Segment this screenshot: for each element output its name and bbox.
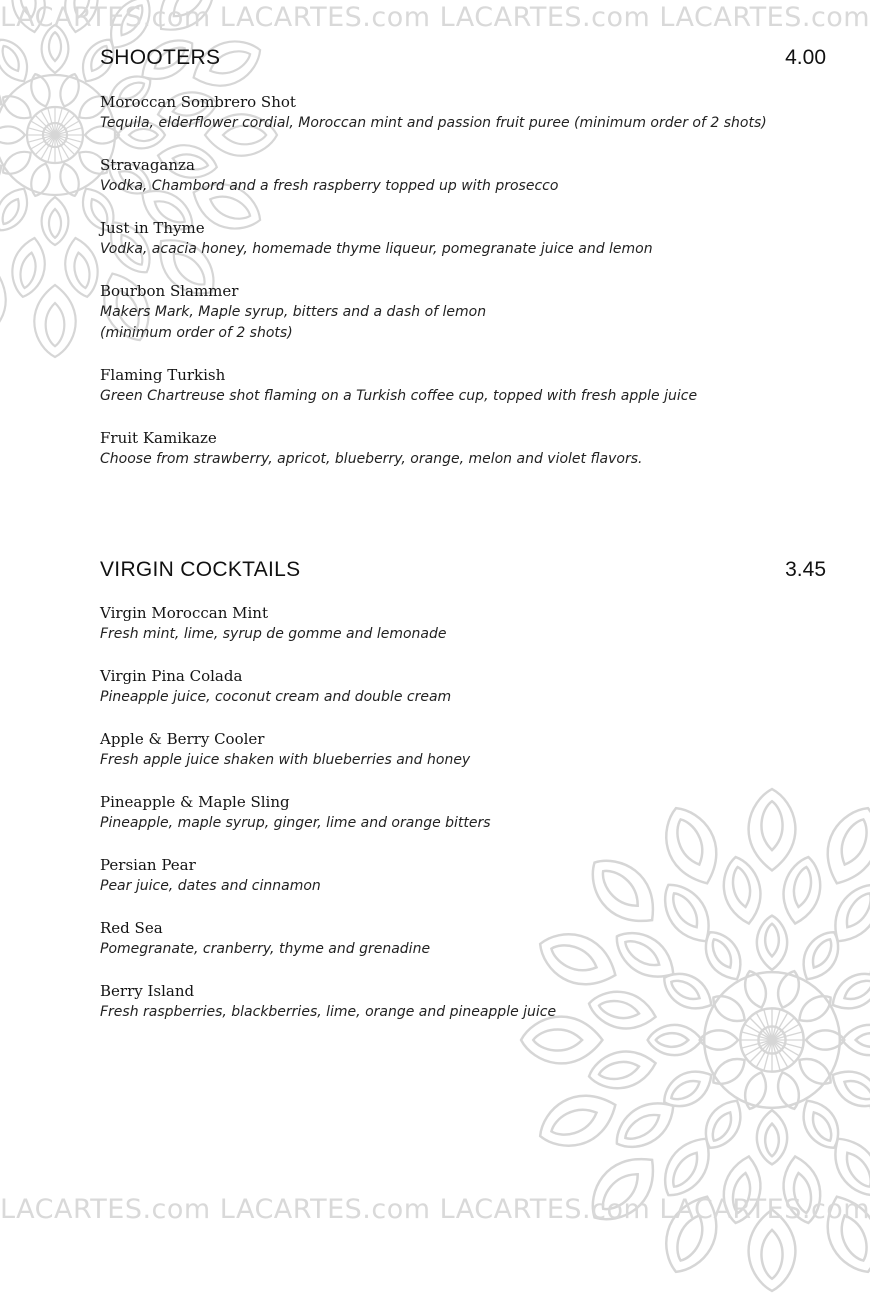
item-name: Just in Thyme (100, 219, 205, 237)
virgin-cocktails-section (100, 558, 826, 1020)
menu-item (100, 918, 430, 960)
item-description: Tequila, elderflower cordial, Moroccan mint and passion fruit puree (minimum order of 2 shots) (100, 115, 767, 131)
item-description: Fresh mint, lime, syrup de gomme and lemonade (100, 626, 447, 642)
item-name: Flaming Turkish (100, 366, 226, 384)
item-name: Red Sea (100, 919, 163, 937)
item-name: Stravaganza (100, 156, 195, 174)
item-name: Berry Island (100, 982, 195, 1000)
item-name: Fruit Kamikaze (100, 429, 217, 447)
section-title: SHOOTERS (100, 46, 221, 69)
item-description: Pear juice, dates and cinnamon (100, 878, 321, 894)
item-name: Virgin Pina Colada (100, 667, 243, 685)
menu-item (100, 729, 470, 771)
section-header (100, 558, 826, 588)
menu-item (100, 218, 653, 260)
item-description: Makers Mark, Maple syrup, bitters and a dash of lemon (100, 304, 487, 320)
item-description: Fresh apple juice shaken with blueberries and honey (100, 752, 471, 768)
menu-item (100, 281, 486, 344)
item-description: Vodka, acacia honey, homemade thyme liqueur, pomegranate juice and lemon (100, 241, 653, 257)
menu-item (100, 792, 491, 834)
section-title: VIRGIN COCKTAILS (100, 558, 301, 581)
menu-item (100, 855, 321, 897)
item-description: Green Chartreuse shot flaming on a Turkish coffee cup, topped with fresh apple juice (100, 388, 698, 404)
shooters-section (100, 46, 826, 467)
section-price: 3.45 (785, 558, 826, 581)
item-name: Bourbon Slammer (100, 282, 239, 300)
item-name: Moroccan Sombrero Shot (100, 93, 296, 111)
item-name: Pineapple & Maple Sling (100, 793, 290, 811)
item-description: Pineapple, maple syrup, ginger, lime and orange bitters (100, 815, 491, 831)
item-description: Fresh raspberries, blackberries, lime, orange and pineapple juice (100, 1004, 557, 1020)
menu-item (100, 981, 556, 1023)
item-name: Virgin Moroccan Mint (100, 604, 268, 622)
item-name: Persian Pear (100, 856, 196, 874)
section-header (100, 46, 826, 76)
item-name: Apple & Berry Cooler (100, 730, 265, 748)
item-description: Choose from strawberry, apricot, blueberry, orange, melon and violet flavors. (100, 451, 643, 467)
menu-item (100, 666, 451, 708)
menu-item (100, 365, 697, 407)
section-price: 4.00 (785, 46, 826, 69)
item-description: Pineapple juice, coconut cream and double cream (100, 689, 452, 705)
item-description: Vodka, Chambord and a fresh raspberry topped up with prosecco (100, 178, 559, 194)
item-description: Pomegranate, cranberry, thyme and grenadine (100, 941, 431, 957)
menu-item (100, 155, 558, 197)
menu-item (100, 428, 642, 470)
watermark-top: LACARTES.com LACARTES.com LACARTES.com LACARTES.com (0, 2, 870, 33)
watermark-bottom: LACARTES.com LACARTES.com LACARTES.com LACARTES.com (0, 1194, 870, 1225)
menu-item (100, 603, 447, 645)
menu-item (100, 92, 767, 134)
item-description-note: (minimum order of 2 shots) (100, 325, 293, 341)
